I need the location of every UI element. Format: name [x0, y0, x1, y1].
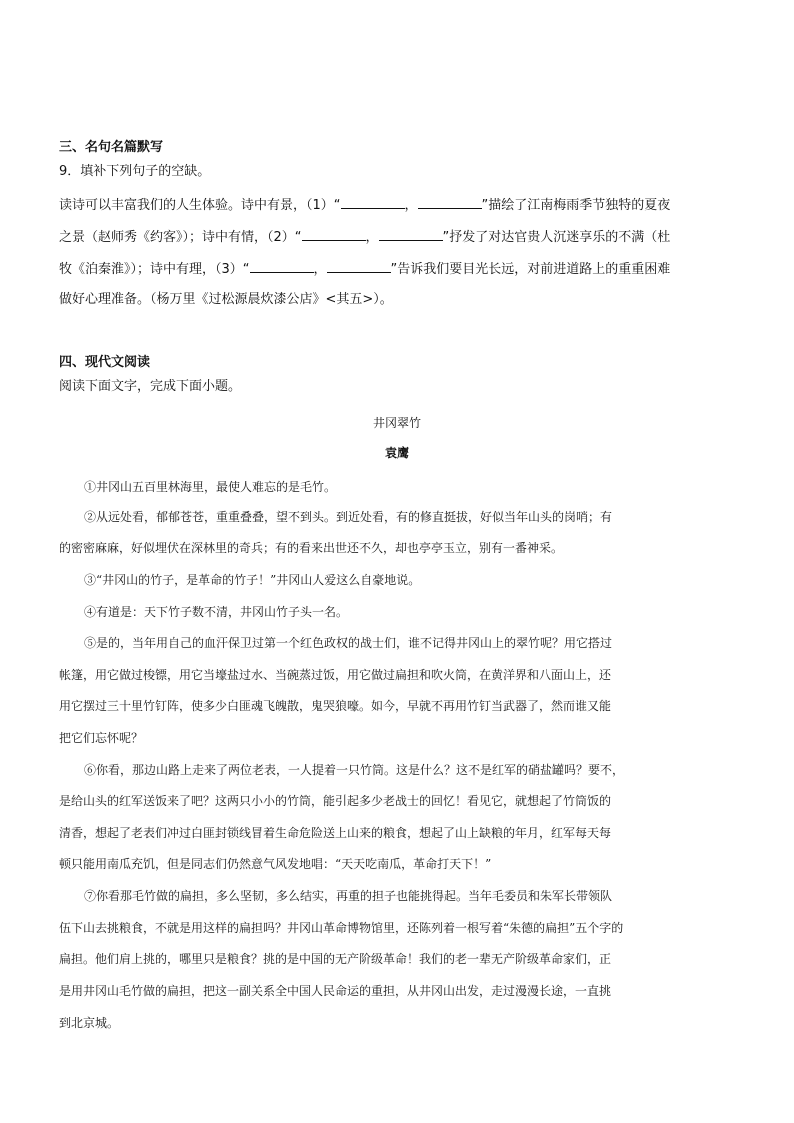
section-4-title: 四、现代文阅读: [59, 355, 151, 370]
para-7-line-5: 到北京城。: [59, 1016, 120, 1030]
passage-line-3: [59, 258, 670, 280]
para-7-line-4: 是用井冈山毛竹做的扁担，把这一副关系全中国人民命运的重担，从井冈山出发，走过漫漫长途，一直挑: [59, 984, 612, 998]
question-9-prompt: 9．填补下列句子的空缺。: [59, 164, 211, 179]
para-2-line-1: ②从远处看，郁郁苍苍，重重叠叠，望不到头。到近处看，有的修直挺拔，好似当年山头的岗哨；有: [84, 510, 613, 524]
answer-blank[interactable]: [341, 194, 405, 209]
article-title: 井冈翠竹: [372, 416, 421, 430]
para-6-line-2: 是给山头的红军送饭来了吧？这两只小小的竹筒，能引起多少老战士的回忆！看见它，就想起了竹筒饭的: [59, 794, 612, 808]
para-6-line-4: 顿只能用南瓜充饥，但是同志们仍然意气风发地唱：“天天吃南瓜，革命打天下！”: [59, 857, 492, 871]
para-5-line-4: 把它们忘怀呢？: [59, 731, 144, 745]
para-1-line-1: ①井冈山五百里林海里，最使人难忘的是毛竹。: [84, 480, 337, 494]
para-6-line-1: ⑥你看，那边山路上走来了两位老表，一人提着一只竹筒。这是什么？这不是红军的硝盐罐吗？要不，: [84, 763, 625, 777]
passage-text: 读诗可以丰富我们的人生体验。诗中有景，（1）“: [59, 198, 341, 213]
passage-text: ，: [313, 262, 327, 277]
passage-line-2: [59, 226, 670, 248]
para-6-line-3: 清香，想起了老表们冲过白匪封锁线冒着生命危险送上山来的粮食，想起了山上缺粮的年月，红军每天每: [59, 826, 612, 840]
passage-text: ”抒发了对达官贵人沉迷享乐的不满（杜: [442, 230, 671, 245]
para-5-line-1: ⑤是的，当年用自己的血汗保卫过第一个红色政权的战士们，谁不记得井冈山上的翠竹呢？用它搭过: [84, 636, 613, 650]
passage-text: ”告诉我们要目光长远，对前进道路上的重重困难: [390, 262, 671, 277]
passage-text: 牧《泊秦淮》）；诗中有理，（3）“: [59, 262, 250, 277]
answer-blank[interactable]: [250, 258, 314, 273]
answer-blank[interactable]: [302, 226, 366, 241]
passage-text: 之景（赵师秀《约客》）；诗中有情，（2）“: [59, 230, 302, 245]
answer-blank[interactable]: [379, 226, 443, 241]
passage-line-4: [59, 290, 393, 310]
passage-line-1: [59, 194, 670, 216]
article-author: 袁鹰: [384, 446, 409, 460]
para-7-line-3: 扁担。他们肩上挑的，哪里只是粮食？挑的是中国的无产阶级革命！我们的老一辈无产阶级革命家们，正: [59, 952, 612, 966]
passage-text: 做好心理准备。（杨万里《过松源晨炊漆公店》<其五>）。: [59, 292, 393, 307]
para-2-line-2: 的密密麻麻，好似埋伏在深林里的奇兵；有的看来出世还不久，却也亭亭玉立，别有一番神采。: [59, 541, 564, 555]
answer-blank[interactable]: [327, 258, 391, 273]
passage-text: ，: [365, 230, 379, 245]
passage-text: ，: [404, 198, 418, 213]
para-7-line-2: 伍下山去挑粮食，不就是用这样的扁担吗？井冈山革命博物馆里，还陈列着一根写着“朱德的扁担”五个字的: [59, 921, 624, 935]
passage-text: ”描绘了江南梅雨季节独特的夏夜: [481, 198, 671, 213]
section-3-title: 三、名句名篇默写: [59, 140, 164, 155]
para-5-line-2: 帐篷，用它做过梭镖，用它当壕盐过水、当碗蒸过饭，用它做过扁担和吹火筒，在黄洋界和八面山上，还: [59, 668, 612, 682]
section-4-instruction: 阅读下面文字，完成下面小题。: [59, 379, 242, 394]
para-5-line-3: 用它摆过三十里竹钉阵，使多少白匪魂飞魄散，鬼哭狼嚎。如今，早就不再用竹钉当武器了，然而谁又能: [59, 699, 612, 713]
para-4-line-1: ④有道是：天下竹子数不清，井冈山竹子头一名。: [84, 605, 349, 619]
para-7-line-1: ⑦你看那毛竹做的扁担，多么坚韧，多么结实，再重的担子也能挑得起。当年毛委员和朱军长带领队: [84, 889, 613, 903]
answer-blank[interactable]: [418, 194, 482, 209]
para-3-line-1: ③“井冈山的竹子，是革命的竹子！”井冈山人爱这么自豪地说。: [84, 573, 421, 587]
